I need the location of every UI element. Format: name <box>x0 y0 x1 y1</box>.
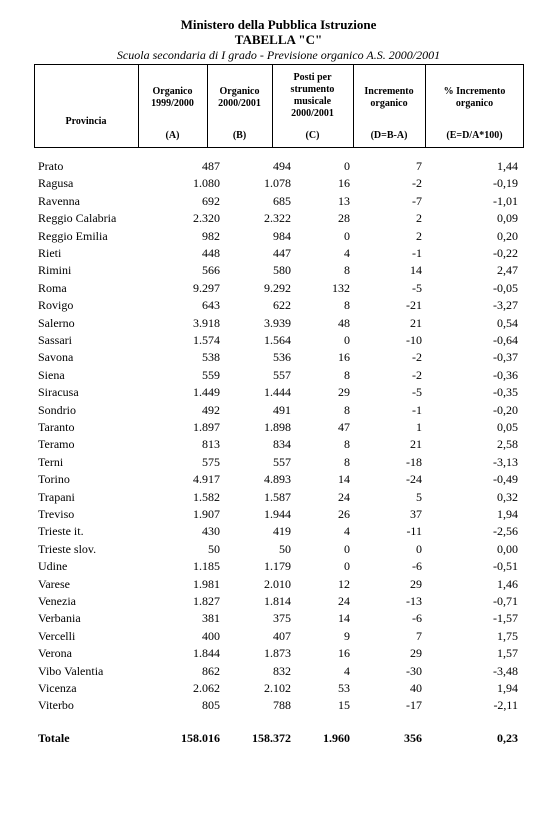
cell-incremento: -5 <box>412 280 422 295</box>
cell-organico-1999: 813 <box>202 437 220 452</box>
cell-percent: -1,01 <box>493 193 518 208</box>
table-row <box>34 245 524 262</box>
header-percent-incremento <box>425 64 524 148</box>
cell-percent: 2,47 <box>497 263 518 278</box>
cell-provincia: Verona <box>38 646 72 661</box>
cell-provincia: Treviso <box>38 507 75 521</box>
cell-organico-1999: 1.827 <box>193 594 220 608</box>
cell-provincia: Viterbo <box>38 698 74 713</box>
cell-incremento: 0 <box>416 541 422 556</box>
table-row <box>34 663 524 680</box>
cell-percent: -2,56 <box>493 524 518 539</box>
cell-provincia: Venezia <box>38 594 76 608</box>
table-subtitle: Scuola secondaria di I grado - Previsione organico A.S. 2000/2001 <box>116 48 441 62</box>
table-row <box>34 297 524 314</box>
cell-provincia: Ravenna <box>38 193 80 208</box>
cell-incremento: -6 <box>412 559 422 574</box>
table-row <box>34 541 524 558</box>
cell-organico-1999: 492 <box>202 402 220 417</box>
cell-organico-2000: 494 <box>273 159 291 173</box>
cell-incremento: 2 <box>416 211 422 226</box>
cell-organico-2000: 1.814 <box>264 594 291 608</box>
cell-provincia: Vercelli <box>38 628 76 643</box>
cell-incremento: -1 <box>412 402 422 417</box>
table-row <box>34 367 524 384</box>
cell-organico-1999: 4.917 <box>193 472 220 487</box>
cell-percent: -0,36 <box>493 367 518 382</box>
cell-incremento: -11 <box>406 524 422 539</box>
cell-organico-1999: 1.582 <box>193 489 220 504</box>
table-row <box>34 471 524 488</box>
cell-organico-2000: 4.893 <box>264 472 291 487</box>
header-code: (E=D/A*100) <box>446 130 503 141</box>
cell-strumento: 0 <box>344 228 350 243</box>
cell-organico-2000: 375 <box>273 611 291 626</box>
header-organico-2000 <box>207 64 272 148</box>
cell-strumento: 53 <box>338 681 350 695</box>
cell-provincia: Sondrio <box>38 402 77 417</box>
cell-organico-2000: 419 <box>273 524 291 539</box>
cell-provincia: Rovigo <box>38 298 74 313</box>
cell-organico-2000: 447 <box>273 246 291 260</box>
header-strumento-musicale <box>272 64 353 148</box>
cell-organico-2000: 1.179 <box>264 559 291 574</box>
cell-provincia: Reggio Emilia <box>38 228 108 243</box>
table-row <box>34 210 524 227</box>
cell-incremento: -7 <box>412 193 422 208</box>
cell-strumento: 4 <box>344 246 350 260</box>
cell-strumento: 14 <box>338 472 350 487</box>
header-code: (B) <box>232 130 247 141</box>
cell-strumento: 8 <box>344 402 350 417</box>
cell-strumento: 26 <box>338 507 350 521</box>
header-code: (A) <box>165 130 180 141</box>
cell-organico-1999: 448 <box>202 246 220 260</box>
cell-provincia: Trapani <box>38 489 75 504</box>
cell-strumento: 15 <box>338 698 350 713</box>
ministry-title: Ministero della Pubblica Istruzione <box>180 17 377 32</box>
cell-strumento: 0 <box>344 333 350 347</box>
cell-percent: 0,32 <box>497 489 518 504</box>
cell-provincia: Siena <box>38 367 65 382</box>
cell-incremento: 7 <box>416 628 422 643</box>
cell-strumento: 16 <box>338 176 350 191</box>
cell-percent: -3,27 <box>493 298 518 313</box>
cell-organico-2000: 2.010 <box>264 576 291 591</box>
cell-incremento: 1 <box>416 420 422 434</box>
cell-organico-2000: 1.944 <box>264 507 291 521</box>
cell-strumento: 12 <box>338 576 350 591</box>
cell-percent: -2,11 <box>493 698 518 713</box>
cell-organico-2000: 622 <box>273 298 291 313</box>
cell-organico-1999: 643 <box>202 298 220 313</box>
cell-percent: 1,46 <box>497 576 518 591</box>
cell-incremento: 40 <box>410 681 422 695</box>
cell-percent: -1,57 <box>493 611 518 626</box>
cell-provincia: Taranto <box>38 420 75 434</box>
cell-provincia: Trieste slov. <box>38 541 97 556</box>
cell-strumento: 13 <box>338 193 350 208</box>
header-provincia <box>34 64 138 148</box>
cell-incremento: -21 <box>406 298 422 313</box>
cell-organico-1999: 982 <box>202 228 220 243</box>
cell-incremento: -2 <box>412 350 422 365</box>
cell-organico-1999: 1.574 <box>193 333 220 347</box>
cell-provincia: Torino <box>38 472 70 487</box>
cell-provincia: Udine <box>38 559 68 574</box>
cell-percent: -3,48 <box>493 663 518 678</box>
table-row <box>34 315 524 332</box>
cell-strumento: 14 <box>338 611 350 626</box>
cell-strumento: 24 <box>338 594 350 608</box>
table-row <box>34 193 524 210</box>
table-row <box>34 332 524 349</box>
cell-organico-2000: 557 <box>273 454 291 469</box>
cell-organico-2000: 1.444 <box>264 385 291 400</box>
cell-strumento: 8 <box>344 263 350 278</box>
header-label: Incremento organico <box>364 86 414 109</box>
cell-organico-1999: 538 <box>202 350 220 365</box>
cell-organico-2000: 834 <box>273 437 291 452</box>
table-row <box>34 523 524 540</box>
table-row <box>34 506 524 523</box>
cell-organico-1999: 3.918 <box>193 315 220 330</box>
cell-strumento: 4 <box>344 663 350 678</box>
cell-incremento: -2 <box>412 176 422 191</box>
cell-percent: -0,19 <box>493 176 518 191</box>
cell-organico-1999: 692 <box>202 193 220 208</box>
cell-incremento: -5 <box>412 385 422 400</box>
cell-provincia: Rimini <box>38 263 72 278</box>
cell-organico-1999-total: 158.016 <box>181 731 220 745</box>
header-code: (D=B-A) <box>370 130 408 141</box>
cell-incremento: 5 <box>416 489 422 504</box>
cell-strumento: 9 <box>344 628 350 643</box>
table-row <box>34 384 524 401</box>
cell-percent: -0,71 <box>493 594 518 608</box>
cell-percent: -0,05 <box>493 280 518 295</box>
cell-percent: -0,49 <box>493 472 518 487</box>
cell-organico-1999: 862 <box>202 663 220 678</box>
cell-incremento: 7 <box>416 159 422 173</box>
cell-provincia: Verbania <box>38 611 81 626</box>
cell-organico-1999: 1.907 <box>193 507 220 521</box>
cell-strumento: 48 <box>338 315 350 330</box>
cell-strumento: 16 <box>338 350 350 365</box>
cell-provincia: Savona <box>38 350 74 365</box>
cell-organico-2000: 1.587 <box>264 489 291 504</box>
total-row <box>34 730 524 747</box>
cell-strumento: 0 <box>344 541 350 556</box>
cell-organico-2000: 9.292 <box>264 280 291 295</box>
cell-provincia: Rieti <box>38 246 62 260</box>
table-row <box>34 262 524 279</box>
cell-incremento: 21 <box>410 315 422 330</box>
cell-percent: 0,20 <box>497 228 518 243</box>
table-row <box>34 645 524 662</box>
cell-strumento: 0 <box>344 159 350 173</box>
cell-incremento: 21 <box>410 437 422 452</box>
cell-percent: 1,75 <box>497 628 518 643</box>
cell-organico-2000: 491 <box>273 402 291 417</box>
cell-provincia: Prato <box>38 159 64 173</box>
header-label: Provincia <box>65 116 107 127</box>
header-label: Organico 2000/2001 <box>218 86 261 109</box>
cell-provincia: Reggio Calabria <box>38 211 117 226</box>
cell-provincia-total: Totale <box>38 731 70 745</box>
cell-organico-2000: 832 <box>273 663 291 678</box>
table-title: TABELLA "C" <box>234 32 323 47</box>
cell-percent: -0,35 <box>493 385 518 400</box>
cell-organico-1999: 575 <box>202 454 220 469</box>
cell-organico-1999: 2.062 <box>193 681 220 695</box>
header-organico-1999 <box>138 64 207 148</box>
cell-provincia: Roma <box>38 280 67 295</box>
cell-percent: 1,44 <box>497 159 518 173</box>
cell-organico-2000: 3.939 <box>264 315 291 330</box>
cell-strumento: 8 <box>344 367 350 382</box>
cell-percent: -3,13 <box>493 454 518 469</box>
cell-percent: -0,37 <box>493 350 518 365</box>
cell-percent: 0,09 <box>497 211 518 226</box>
cell-organico-1999: 805 <box>202 698 220 713</box>
cell-organico-2000: 984 <box>273 228 291 243</box>
cell-strumento: 24 <box>338 489 350 504</box>
cell-provincia: Teramo <box>38 437 75 452</box>
cell-provincia: Salerno <box>38 315 75 330</box>
cell-organico-2000: 2.322 <box>264 211 291 226</box>
cell-percent: 1,57 <box>497 646 518 661</box>
cell-strumento: 16 <box>338 646 350 661</box>
cell-organico-2000: 788 <box>273 698 291 713</box>
cell-strumento: 47 <box>338 420 350 434</box>
cell-organico-1999: 1.844 <box>193 646 220 661</box>
cell-organico-2000: 685 <box>273 193 291 208</box>
cell-provincia: Ragusa <box>38 176 74 191</box>
cell-strumento: 28 <box>338 211 350 226</box>
cell-strumento-total: 1.960 <box>323 731 350 745</box>
cell-strumento: 0 <box>344 559 350 574</box>
cell-incremento: -18 <box>406 454 422 469</box>
table-row <box>34 158 524 175</box>
cell-organico-2000-total: 158.372 <box>252 731 291 745</box>
cell-provincia: Varese <box>38 576 70 591</box>
cell-percent: 0,54 <box>497 315 518 330</box>
cell-percent: -0,20 <box>493 402 518 417</box>
cell-organico-1999: 559 <box>202 367 220 382</box>
cell-percent: -0,51 <box>493 559 518 574</box>
cell-incremento: -17 <box>406 698 422 713</box>
cell-percent-total: 0,23 <box>497 731 518 745</box>
cell-organico-2000: 407 <box>273 628 291 643</box>
table-row <box>34 610 524 627</box>
cell-strumento: 8 <box>344 454 350 469</box>
cell-incremento: 2 <box>416 228 422 243</box>
cell-organico-1999: 1.897 <box>193 420 220 434</box>
cell-organico-2000: 536 <box>273 350 291 365</box>
cell-organico-1999: 566 <box>202 263 220 278</box>
header-label: Organico 1999/2000 <box>151 86 194 109</box>
cell-percent: 0,00 <box>497 541 518 556</box>
table-row <box>34 697 524 714</box>
cell-provincia: Vibo Valentia <box>38 663 104 678</box>
cell-percent: -0,22 <box>493 246 518 260</box>
cell-incremento: -24 <box>406 472 422 487</box>
cell-organico-1999: 1.185 <box>193 559 220 574</box>
cell-organico-1999: 487 <box>202 159 220 173</box>
cell-organico-2000: 1.873 <box>264 646 291 661</box>
cell-incremento: 29 <box>410 646 422 661</box>
cell-percent: -0,64 <box>493 333 518 347</box>
cell-organico-1999: 1.080 <box>193 176 220 191</box>
cell-organico-2000: 557 <box>273 367 291 382</box>
cell-incremento: -13 <box>406 594 422 608</box>
header-label: Posti per strumento musicale 2000/2001 <box>290 72 335 119</box>
table-row <box>34 436 524 453</box>
table-row <box>34 628 524 645</box>
cell-organico-1999: 9.297 <box>193 280 220 295</box>
cell-strumento: 132 <box>332 280 350 295</box>
cell-incremento: -30 <box>406 663 422 678</box>
cell-organico-2000: 1.078 <box>264 176 291 191</box>
cell-percent: 2,58 <box>497 437 518 452</box>
cell-incremento: 14 <box>410 263 422 278</box>
cell-organico-1999: 50 <box>208 541 220 556</box>
cell-provincia: Trieste it. <box>38 524 84 539</box>
table-row <box>34 576 524 593</box>
header-incremento <box>353 64 425 148</box>
cell-provincia: Vicenza <box>38 681 77 695</box>
table-row <box>34 402 524 419</box>
cell-strumento: 4 <box>344 524 350 539</box>
table-row <box>34 228 524 245</box>
cell-organico-1999: 1.449 <box>193 385 220 400</box>
cell-percent: 1,94 <box>497 507 518 521</box>
cell-incremento: -10 <box>406 333 422 347</box>
cell-organico-2000: 1.898 <box>264 420 291 434</box>
cell-strumento: 29 <box>338 385 350 400</box>
cell-organico-1999: 381 <box>202 611 220 626</box>
cell-organico-1999: 2.320 <box>193 211 220 226</box>
cell-incremento: -6 <box>412 611 422 626</box>
table-row <box>34 419 524 436</box>
table-row <box>34 489 524 506</box>
table-row <box>34 280 524 297</box>
cell-organico-1999: 1.981 <box>193 576 220 591</box>
cell-percent: 1,94 <box>497 681 518 695</box>
table-row <box>34 454 524 471</box>
cell-strumento: 8 <box>344 437 350 452</box>
cell-incremento-total: 356 <box>404 731 422 745</box>
cell-incremento: 29 <box>410 576 422 591</box>
header-label: % Incremento organico <box>443 86 506 109</box>
cell-organico-1999: 400 <box>202 628 220 643</box>
cell-organico-2000: 2.102 <box>264 681 291 695</box>
cell-incremento: -2 <box>412 367 422 382</box>
table-row <box>34 680 524 697</box>
cell-provincia: Sassari <box>38 333 72 347</box>
table-row <box>34 175 524 192</box>
cell-incremento: 37 <box>410 507 422 521</box>
cell-percent: 0,05 <box>497 420 518 434</box>
cell-incremento: -1 <box>412 246 422 260</box>
cell-organico-2000: 50 <box>279 541 291 556</box>
cell-organico-1999: 430 <box>202 524 220 539</box>
table-row <box>34 558 524 575</box>
cell-organico-2000: 580 <box>273 263 291 278</box>
cell-provincia: Siracusa <box>38 385 79 400</box>
cell-provincia: Terni <box>38 454 64 469</box>
header-code: (C) <box>305 130 320 141</box>
table-row <box>34 593 524 610</box>
cell-strumento: 8 <box>344 298 350 313</box>
cell-organico-2000: 1.564 <box>264 333 291 347</box>
table-row <box>34 349 524 366</box>
